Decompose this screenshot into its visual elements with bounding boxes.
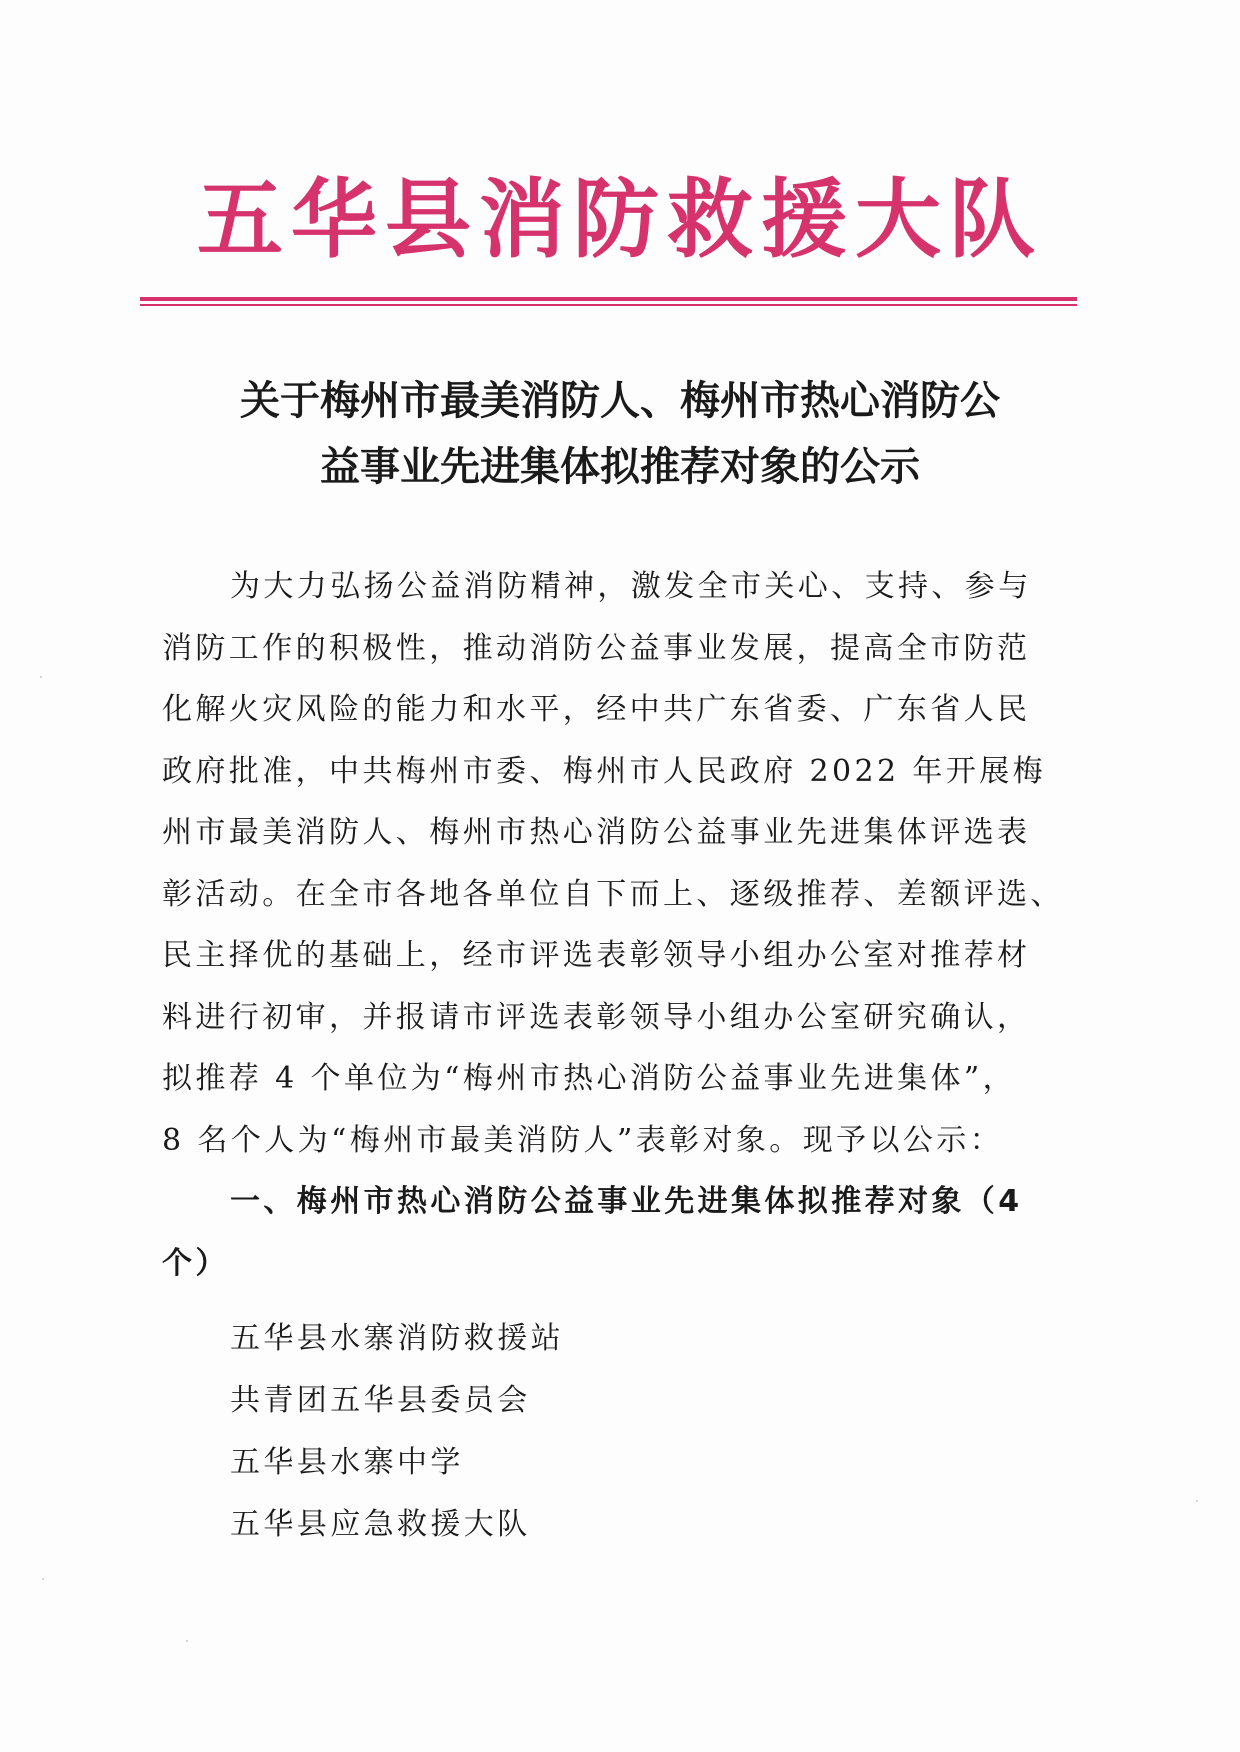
body-line: 民主择优的基础上，经市评选表彰领导小组办公室对推荐材 [162, 938, 1031, 973]
list-item: 五华县应急救援大队 [230, 1507, 531, 1542]
document-title-line-2: 益事业先进集体拟推荐对象的公示 [320, 444, 920, 490]
recommended-units-list [230, 1308, 1030, 1556]
body-line: 政府批准，中共梅州市委、梅州市人民政府 2022 年开展梅 [162, 753, 1047, 789]
list-item: 五华县水寨消防救援站 [230, 1321, 564, 1356]
document-title [150, 368, 1090, 500]
scan-speck [1196, 1500, 1198, 1502]
body-line: 拟推荐 4 个单位为“梅州市热心消防公益事业先进集体”， [162, 1061, 1017, 1096]
list-item: 共青团五华县委员会 [230, 1383, 531, 1418]
body-line: 彰活动。在全市各地各单位自下而上、逐级推荐、差额评选、 [162, 876, 1064, 912]
body-line: 料进行初审，并报请市评选表彰领导小组办公室研究确认， [162, 999, 1031, 1035]
body-line: 为大力弘扬公益消防精神，激发全市关心、支持、参与 [230, 569, 1032, 604]
letterhead-org-name: 五华县消防救援大队 [197, 170, 1043, 270]
scan-speck [42, 1578, 44, 1580]
letterhead-rule-thick [140, 297, 1077, 301]
scan-speck [186, 1640, 188, 1642]
section-heading-line-1: 一、梅州市热心消防公益事业先进集体拟推荐对象（4 [230, 1184, 1023, 1219]
scan-speck [40, 676, 42, 678]
document-title-line-1: 关于梅州市最美消防人、梅州市热心消防公 [240, 378, 1000, 424]
body-line: 消防工作的积极性，推动消防公益事业发展，提高全市防范 [162, 630, 1031, 666]
section-heading-line-2: 个） [162, 1245, 229, 1281]
letterhead-rule-thin [140, 304, 1077, 306]
body-paragraph [162, 556, 1064, 1294]
list-item: 五华县水寨中学 [230, 1445, 464, 1480]
body-line: 化解火灾风险的能力和水平，经中共广东省委、广东省人民 [162, 692, 1031, 727]
body-line: 州市最美消防人、梅州市热心消防公益事业先进集体评选表 [162, 815, 1031, 850]
body-line: 8 名个人为“梅州市最美消防人”表彰对象。现予以公示： [162, 1122, 1004, 1158]
